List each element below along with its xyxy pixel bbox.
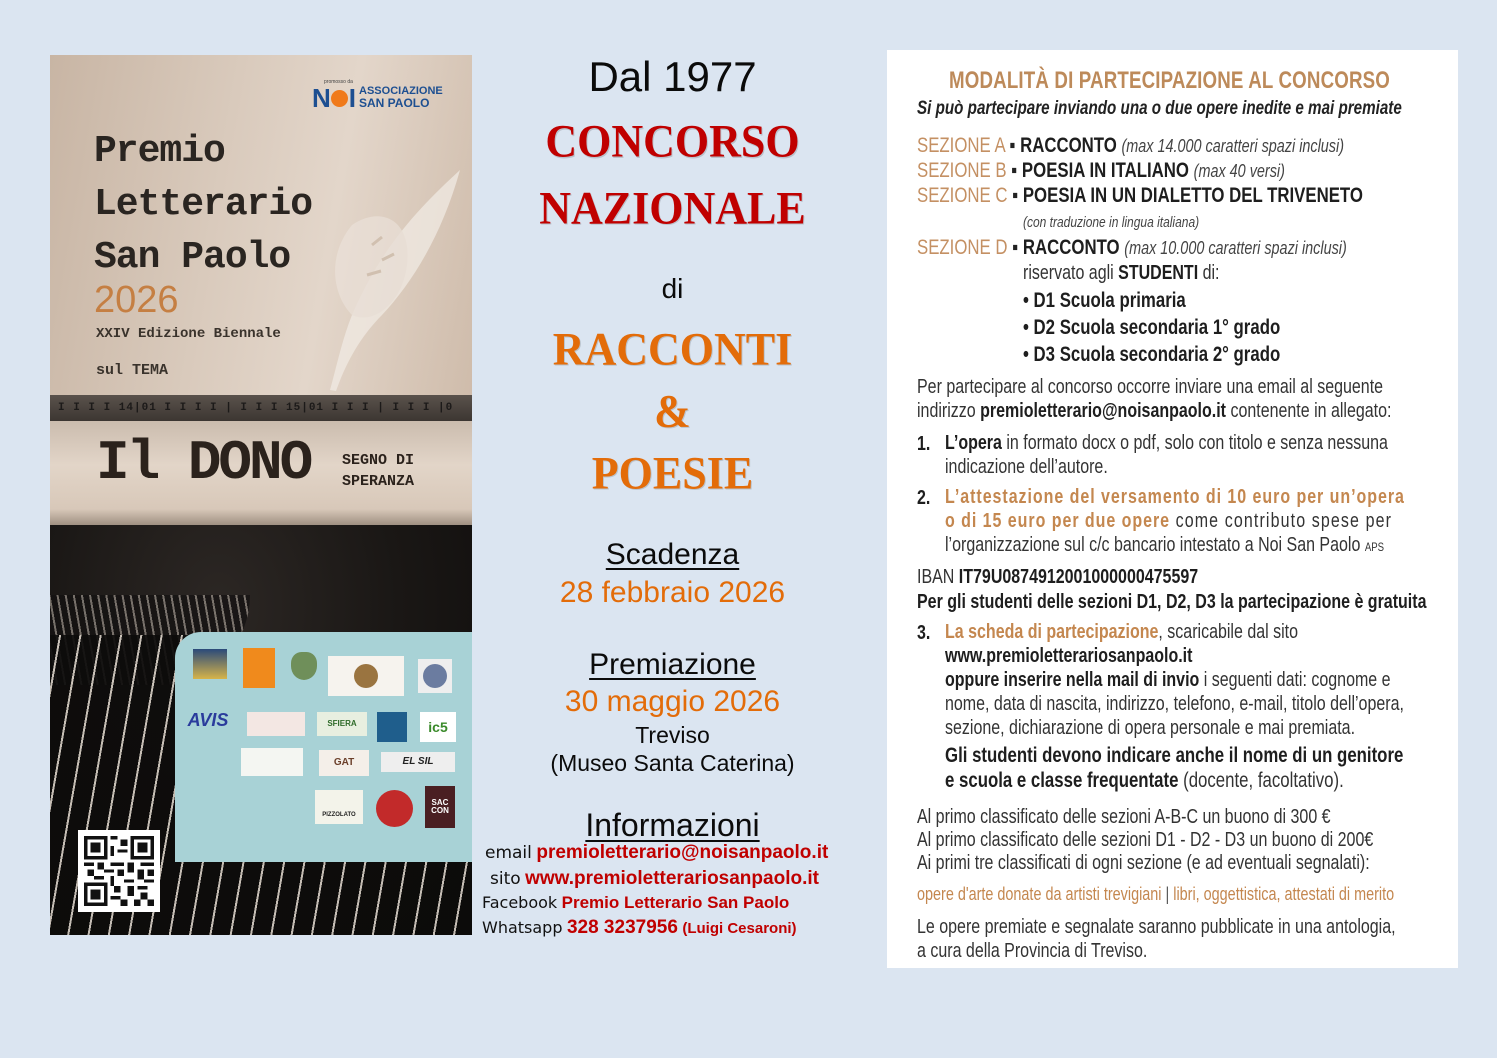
sponsor-logo [291, 652, 317, 680]
sponsor-logo: SFIERA [317, 712, 367, 736]
contact-label: sito [490, 869, 521, 889]
poster-year: 2026 [94, 279, 179, 321]
quill-icon [312, 165, 462, 395]
poster-image [50, 55, 472, 935]
requirement-payment: L’attestazione del versamento di 10 euro per un’opera o di 15 euro per due opere come contributo spese per l’organizzazione sul c/c bancario intestato a Noi San Paolo APS [945, 486, 1405, 556]
qr-code-icon [84, 836, 154, 906]
logo-tagline: promosso da [324, 79, 353, 85]
sponsor-logo [247, 712, 305, 736]
students-free-note: Per gli studenti delle sezioni D1, D2, D3 la partecipazione è gratuita [917, 591, 1427, 613]
sponsor-logo-saccon: SAC CON [425, 786, 455, 828]
website-link[interactable]: www.premioletterariosanpaolo.it [525, 868, 819, 889]
school-level-d1: • D1 Scuola primaria [1023, 289, 1186, 312]
headline-nazionale: NAZIONALE [539, 182, 806, 235]
contact-whatsapp [482, 918, 797, 938]
prizes-extra: opere d'arte donate da artisti trevigiani | libri, oggettistica, attestati di merito [917, 884, 1395, 904]
sponsor-logo [328, 656, 404, 696]
deadline-label: Scadenza [605, 538, 740, 571]
noi-san-paolo-logo [312, 79, 443, 113]
rules-title: MODALITÀ DI PARTECIPAZIONE AL CONCORSO [949, 67, 1391, 94]
contact-site [490, 869, 819, 889]
award-venue: (Museo Santa Caterina) [550, 750, 795, 776]
iban: IBAN IT79U0874912001000000475597 [917, 566, 1199, 588]
headline-concorso: CONCORSO [545, 115, 800, 168]
whatsapp-link[interactable]: 328 3237956 [566, 917, 678, 938]
school-level-d3: • D3 Scuola secondaria 2° grado [1023, 343, 1281, 366]
deadline-date: 28 febbraio 2026 [559, 576, 786, 609]
qr-code[interactable] [78, 830, 160, 912]
poster-title: Premio Letterario San Paolo [94, 130, 313, 279]
sponsor-logo-avis: AVIS [187, 710, 229, 730]
sponsor-logo-pizzolato: PIZZOLATO [315, 790, 363, 824]
poster-edition: XXIV Edizione Biennale [96, 326, 281, 342]
form-download-link[interactable]: www.premioletterariosanpaolo.it [945, 645, 1193, 667]
contact-email [485, 843, 828, 863]
facebook-link[interactable]: Premio Letterario San Paolo [561, 893, 790, 912]
sponsor-logo-elsil: EL SIL [381, 752, 455, 772]
headline-racconti: RACCONTI [552, 323, 793, 376]
sponsor-logo-ic5: ic5 [420, 712, 456, 742]
section-d: SEZIONE D ▪ RACCONTO (max 10.000 caratteri spazi inclusi) [917, 236, 1347, 259]
submission-email[interactable]: premioletterario@noisanpaolo.it [980, 400, 1226, 422]
students-requirements: Gli studenti devono indicare anche il nome di un genitore e scuola e classe frequentate (docente, facoltativo). [945, 744, 1404, 792]
info-label: Informazioni [585, 807, 760, 843]
sponsor-logo [243, 648, 275, 688]
award-city: Treviso [635, 722, 710, 748]
whatsapp-contact-name: (Luigi Cesaroni) [682, 920, 797, 937]
rules-subtitle: Si può partecipare inviando una o due opere inedite e mai premiate [917, 98, 1402, 119]
poster-theme-label: sul TEMA [96, 362, 169, 379]
participation-rules [887, 50, 1458, 968]
section-c: SEZIONE C ▪ POESIA IN UN DIALETTO DEL TRIVENETO [917, 184, 1363, 207]
section-a: SEZIONE A ▪ RACCONTO (max 14.000 caratteri spazi inclusi) [917, 134, 1345, 157]
sponsors-plate [175, 632, 472, 862]
award-label: Premiazione [589, 648, 756, 681]
sponsor-logo-gat: GAT [319, 750, 369, 776]
item-number: 3. [917, 622, 931, 644]
requirement-form: La scheda di partecipazione, scaricabile dal sito www.premioletterariosanpaolo.it oppure inserire nella mail di invio i seguenti dati: cognome e nome, data di nascita, indirizzo, telefono, e-mail, titolo dell’opera, sezione, dichiarazione di opera personale e mai premiata. [945, 621, 1404, 739]
school-level-d2: • D2 Scuola secondaria 1° grado [1023, 316, 1281, 339]
headline-poesie: POESIE [591, 447, 754, 500]
contact-label: Whatsapp [482, 918, 563, 937]
section-b: SEZIONE B ▪ POESIA IN ITALIANO (max 40 versi) [917, 159, 1285, 182]
logo-text: ASSOCIAZIONE SAN PAOLO [359, 84, 443, 111]
item-number: 1. [917, 433, 931, 455]
requirement-work: L’opera in formato docx o pdf, solo con titolo e senza nessuna indicazione dell’autore. [945, 432, 1388, 478]
sponsor-logo [241, 748, 303, 776]
headline-ampersand: & [654, 385, 691, 438]
poster-theme-title: Il DONO [96, 431, 311, 495]
anthology-note: Le opere premiate e segnalate saranno pubblicate in una antologia, a cura della Provincia di Treviso. [917, 916, 1396, 962]
headline-di: di [661, 273, 684, 304]
section-c-note: (con traduzione in lingua italiana) [1023, 214, 1200, 231]
logo-orange-dot [331, 90, 348, 107]
logo-noi-mark: N I [312, 83, 356, 113]
sponsor-logo [377, 712, 407, 742]
iban-code: IT79U0874912001000000475597 [958, 566, 1199, 588]
section-d-students: riservato agli STUDENTI di: [1023, 262, 1220, 284]
poster-theme-subtitle: SEGNO DI SPERANZA [342, 452, 415, 490]
item-number: 2. [917, 487, 931, 509]
email-link[interactable]: premioletterario@noisanpaolo.it [536, 842, 829, 863]
sponsor-logo [193, 649, 227, 679]
contact-facebook [482, 894, 789, 913]
since-year: Dal 1977 [588, 53, 757, 100]
sponsor-logo [376, 790, 413, 827]
sponsor-logo [418, 659, 452, 693]
contact-label: email [485, 843, 532, 863]
award-date: 30 maggio 2026 [564, 685, 781, 718]
typewriter-ruler: I I I I 14|01 I I I I | I I I 15|01 I I I | I I I |0 [50, 395, 472, 421]
submission-intro: Per partecipare al concorso occorre inviare una email al seguente indirizzo premioletterario@noisanpaolo.it contenente in allegato: [917, 376, 1392, 422]
prizes-list: Al primo classificato delle sezioni A-B-C un buono di 300 € Al primo classificato delle sezioni D1 - D2 - D3 un buono di 200€ Ai primi tre classificati di ogni sezione (e ad eventuali segnalati): [917, 806, 1374, 874]
contact-label: Facebook [482, 893, 558, 912]
